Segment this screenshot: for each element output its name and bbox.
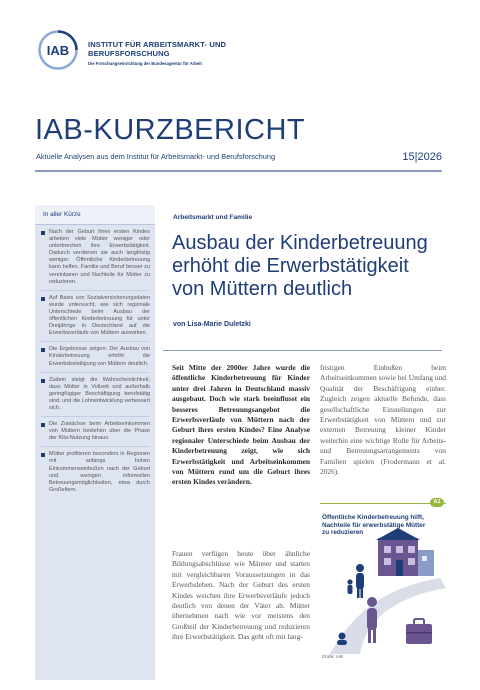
header-divider: [35, 170, 442, 172]
iab-logo: [38, 30, 78, 70]
daycare-building-icon: [376, 528, 434, 576]
logo-text: IAB: [46, 43, 70, 58]
lead-paragraph: Seit Mitte der 2000er Jahre wurde die öffentliche Kinderbetreuung für Kinder unter drei Jahren in Deutschland massiv ausgebaut. Doch wie stark beeinflusst ein besseres Betreuungsangebot die Erwerbsverläufe von Müttern nach der Geburt ihres ersten Kindes? Eine Analyse regionaler Unterschiede beim Ausbau der Kinderbetreuung zeigt, wie sich Erwerbstätigkeit und Arbeitseinkommen von Müttern rund um die Geburt ihres ersten Kindes verändern.: [172, 363, 310, 487]
article-lead: [172, 363, 310, 488]
institute-name: [88, 40, 226, 58]
article-author: von Lisa-Marie Duletzki: [173, 321, 251, 328]
institute-tagline: Die Forschungseinrichtung der Bundesagentur für Arbeit: [88, 61, 202, 66]
figure-source: Grafik: IAB: [322, 654, 344, 659]
institute-name-line2: BERUFSFORSCHUNG: [88, 49, 170, 58]
briefcase-icon: [406, 619, 432, 644]
summary-item: Nach der Geburt ihres ersten Kindes arbeiten viele Mütter weniger oder unterbrechen ihre Erwerbstätigkeit. Dadurch verdienen sie auch langfristig weniger. Öffentliche Kinderbetreuung kann helfen, Familie und Beruf besser zu vereinbaren und Nachteile für Mütter zu reduzieren.: [41, 229, 150, 291]
body-paragraph: fristigen Einbußen beim Arbeitseinkommen sowie bei Umfang und Qualität der Beschäftigung einher. Zugleich zeigen aktuelle Befunde, dass gesellschaftliche Einstellungen zur Erwerbstätigkeit von Müttern und zur externen Betreuung kleiner Kinder weiterhin eine wichtige Rolle für Arbeits- und Betreuungsarrangements von Familien spielen (Frodermann et al. 2026).: [320, 363, 446, 477]
article-body-col1: [172, 549, 310, 643]
institute-name-line1: INSTITUT FÜR ARBEITSMARKT- UND: [88, 40, 227, 49]
article-body-col2: [320, 363, 446, 477]
issue-number: 15|2026: [402, 151, 442, 163]
summary-box: [35, 205, 155, 680]
summary-item: Zudem steigt die Wahrscheinlichkeit, dass Mütter in Vollzeit und außerhalb geringfügiger Beschäftigung berufstätig sind, und die Lohnentwicklung verbessert sich.: [41, 377, 150, 417]
figure-title: Öffentliche Kinderbetreuung hilft, Nachteile für erwerbstätige Mütter zu reduzieren: [322, 514, 426, 536]
body-paragraph: Frauen verfügen heute über ähnliche Bildungsabschlüsse wie Männer und starten mit vergleichbaren Voraussetzungen in das Erwerbsleben. Nach der Geburt des ersten Kindes weichen ihre Erwerbsverläufe jedoch deutlich von denen der Väter ab. Mütter übernehmen nach wie vor meistens den Großteil der Kinderbetreuung und reduzieren ihre Erwerbstätigkeit. Das geht oft mit lang-: [172, 549, 310, 642]
summary-item: Mütter profitieren besonders in Regionen mit anfangs hohen Einkommenseinbußen nach der Geburt und wenigen informellen Betreuungsmöglichkeiten, etwa durch Großeltern.: [41, 451, 150, 498]
article-divider: [163, 350, 442, 351]
figure-illustration: [320, 528, 446, 654]
figure-rule: [320, 503, 446, 504]
report-subtitle: Aktuelle Analysen aus dem Institut für Arbeitsmarkt- und Berufsforschung: [36, 152, 276, 161]
section-label: Arbeitsmarkt und Familie: [173, 214, 253, 221]
summary-item: Die Zuwächse beim Arbeitseinkommen von Müttern bestehen über die Phase der Kita-Nutzung hinaus.: [41, 421, 150, 447]
figure-badge: A1: [430, 498, 444, 507]
summary-heading: In aller Kürze: [35, 205, 155, 225]
summary-item: Auf Basis von Sozialversicherungsdaten wurde untersucht, wie sich regionale Unterschiede beim Ausbau der öffentlichen Kinderbetreuung für unter Dreijährige in Deutschland auf die Erwerbsverläufe von Müttern auswirken.: [41, 295, 150, 343]
figure-a1: [320, 498, 446, 663]
mother-child-icon: [347, 564, 364, 598]
summary-item: Die Ergebnisse zeigen: Der Ausbau von Kinderbetreuung erhöht die Erwerbsbeteiligung von Müttern deutlich.: [41, 346, 150, 372]
working-mother-icon: [367, 597, 377, 643]
article-headline: Ausbau der Kinderbetreuung erhöht die Erwerbstätigkeit von Müttern deutlich: [172, 232, 428, 300]
report-title: IAB-KURZBERICHT: [35, 114, 306, 146]
summary-list: [35, 225, 155, 498]
